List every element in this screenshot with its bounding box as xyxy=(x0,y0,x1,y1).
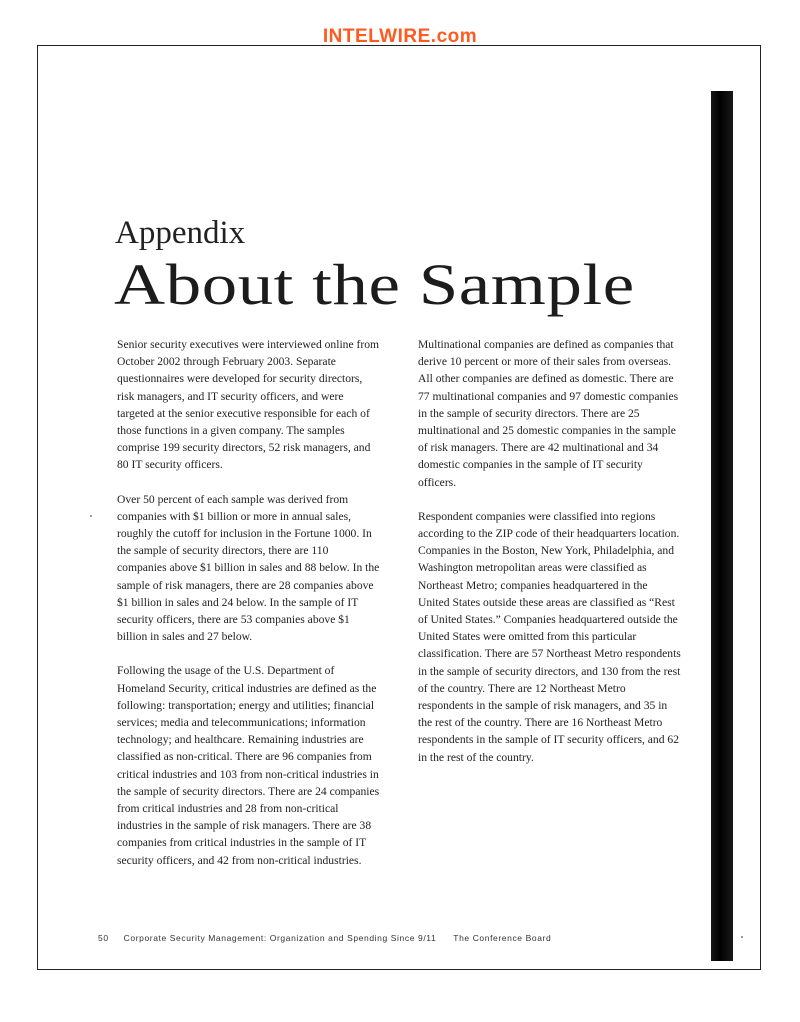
paragraph: Senior security executives were interviewed online from October 2002 through February 2003. Separate questionnaires were developed for security directors, risk managers, and IT security officers, and were targeted at the senior executive responsible for each of those functions in a given company. The samples comprise 199 security directors, 52 risk managers, and 80 IT security officers. xyxy=(117,338,380,472)
section-label: Appendix xyxy=(115,215,246,251)
page-title: About the Sample xyxy=(114,252,635,317)
paragraph: Following the usage of the U.S. Department of Homeland Security, critical industries are defined as the following: transportation; energy and utilities; financial services; media and telecommunications; information technology; and healthcare. Remaining industries are classified as non-critical. There are 96 companies from critical industries and 103 from non-critical industries in the sample of security directors. There are 24 companies from critical industries and 28 from non-critical industries in the sample of risk managers. There are 38 companies from critical industries in the sample of IT security officers, and 42 from non-critical industries. xyxy=(117,664,380,867)
paragraph: Multinational companies are defined as companies that derive 10 percent or more of their sales from overseas. All other companies are defined as domestic. There are 77 multinational companies and 97 domestic companies in the sample of security directors. There are 25 multinational and 25 domestic companies in the sample of risk managers. There are 42 multinational and 34 domestic companies in the sample of IT security officers. xyxy=(418,338,679,489)
watermark: INTELWIRE.com xyxy=(322,26,478,47)
scan-speck xyxy=(741,936,743,938)
page-edge-bar xyxy=(711,91,733,961)
page-number: 50 xyxy=(98,933,109,943)
paragraph: Respondent companies were classified into regions according to the ZIP code of their headquarters location. Companies in the Boston, New York, Philadelphia, and Washington metropolitan areas were classified as Northeast Metro; companies headquartered in the United States outside these areas are classified as “Rest of United States.” Companies headquartered outside the United States were omitted from this particular classification. There are 57 Northeast Metro respondents in the sample of security directors, and 130 from the rest of the country. There are 12 Northeast Metro respondents in the sample of risk managers, and 35 in the rest of the country. There are 16 Northeast Metro respondents in the sample of IT security officers, and 62 in the rest of the country. xyxy=(418,509,681,764)
paragraph: Over 50 percent of each sample was derived from companies with $1 billion or more in annual sales, roughly the cutoff for inclusion in the Fortune 1000. In the sample of security directors, there are 110 companies above $1 billion in sales and 88 below. In the sample of risk managers, there are 28 companies above $1 billion in sales and 24 below. In the sample of IT security officers, there are 53 companies above $1 billion in sales and 27 below. xyxy=(117,492,380,644)
left-column xyxy=(117,336,380,886)
right-column xyxy=(418,336,681,783)
scan-speck xyxy=(90,515,92,517)
report-title: Corporate Security Management: Organization and Spending Since 9/11 xyxy=(123,933,437,943)
page-footer xyxy=(98,933,551,943)
publisher: The Conference Board xyxy=(453,933,552,943)
